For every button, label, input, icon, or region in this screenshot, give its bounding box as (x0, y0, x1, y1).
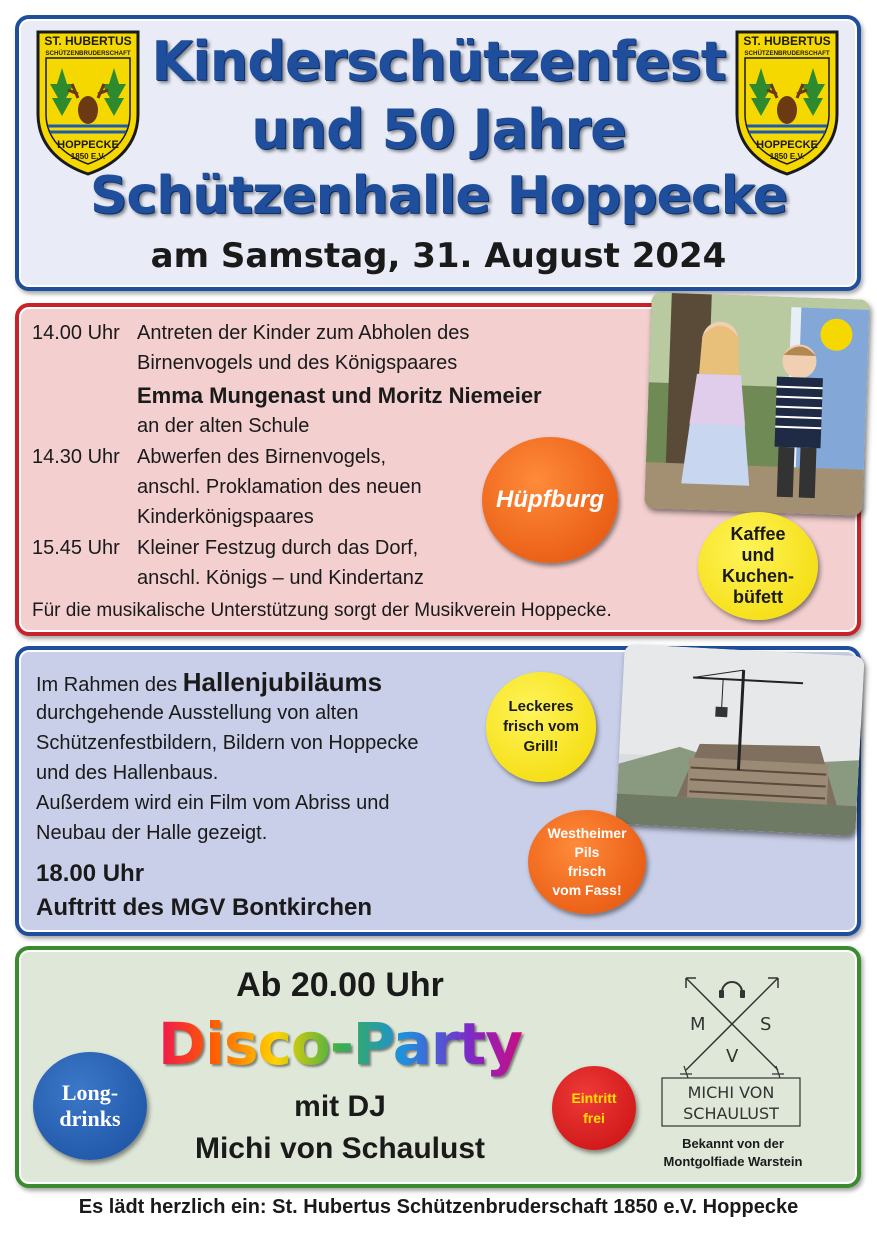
badge-label: Kuchen- (722, 566, 794, 586)
known-from-line-2: Montgolfiade Warstein (663, 1154, 803, 1169)
logo-text: HOPPECKE (57, 139, 119, 151)
badge-label: Eintritt (571, 1090, 617, 1106)
badge-label: Hüpfburg (496, 486, 604, 513)
jubilee-text: Außerdem wird ein Film vom Abriss und (36, 792, 390, 814)
badge-grill (486, 672, 596, 782)
badge-entry-free (552, 1066, 636, 1150)
dj-logo-name: MICHI VON (687, 1083, 775, 1102)
party-time: Ab 20.00 Uhr (236, 966, 444, 1004)
badge-label: Long- (61, 1080, 119, 1105)
logo-text: SCHÜTZENBRUDERSCHAFT (45, 50, 131, 57)
badge-huepfburg (482, 437, 618, 563)
badge-label: drinks (59, 1106, 121, 1131)
badge-label: Westheimer (547, 825, 627, 841)
program-text: an der alten Schule (137, 415, 310, 437)
program-text: Antreten der Kinder zum Abholen des (137, 322, 470, 344)
program-text: Kleiner Festzug durch das Dorf, (137, 537, 419, 559)
logo-text: HOPPECKE (756, 139, 818, 151)
badge-label: Pils (574, 844, 600, 860)
program-text: Kinderkönigspaares (137, 506, 314, 528)
dj-logo-letter: V (726, 1046, 739, 1067)
program-text: Abwerfen des Birnenvogels, (137, 446, 387, 468)
badge-label: vom Fass! (552, 882, 622, 898)
jubilee-intro (36, 667, 382, 698)
badge-label: frisch vom (503, 718, 579, 735)
royal-couple-names: Emma Mungenast und Moritz Niemeier (137, 383, 542, 408)
badge-pils (528, 810, 646, 914)
badge-label: büfett (733, 587, 783, 607)
badge-label: Kaffee (730, 524, 786, 544)
known-from-line-1: Bekannt von der (682, 1136, 784, 1151)
title-line-2: und 50 Jahre (251, 98, 626, 161)
jubilee-intro-prefix: Im Rahmen des (36, 674, 178, 696)
dj-logo-letter: M (690, 1014, 706, 1035)
title-line-3: Schützenhalle Hoppecke (89, 166, 788, 226)
dj-logo (660, 970, 802, 1130)
logo-text: 1850 E.V. (70, 152, 106, 161)
badge-label: frei (583, 1110, 605, 1126)
program-time-2: 14.30 Uhr (32, 446, 120, 468)
badge-label: frisch (567, 863, 607, 879)
badge-label: Leckeres (508, 698, 574, 715)
jubilee-time: 18.00 Uhr (36, 860, 145, 887)
jubilee-text: und des Hallenbaus. (36, 762, 219, 784)
hall-construction-photo (615, 644, 864, 836)
jubilee-event: Auftritt des MGV Bontkirchen (36, 894, 373, 921)
badge-kaffee (698, 512, 818, 620)
logo-text: ST. HUBERTUS (44, 34, 132, 48)
jubilee-text: Neubau der Halle gezeigt. (36, 822, 268, 844)
dj-logo-letter: S (760, 1014, 772, 1035)
badge-label: Grill! (523, 738, 559, 755)
logo-text: 1850 E.V. (769, 152, 805, 161)
logo-text: ST. HUBERTUS (743, 34, 831, 48)
logo-text: SCHÜTZENBRUDERSCHAFT (744, 50, 830, 57)
title-line-1: Kinderschützenfest (151, 30, 726, 93)
program-text: anschl. Proklamation des neuen (137, 476, 422, 498)
royal-couple-photo (644, 292, 869, 515)
headphones-icon (722, 982, 742, 992)
event-date: am Samstag, 31. August 2024 (150, 236, 727, 276)
dj-logo-name: SCHAULUST (683, 1104, 779, 1123)
jubilee-text: Schützenfestbildern, Bildern von Hoppecke (36, 732, 419, 754)
program-text: anschl. Königs – und Kindertanz (137, 567, 424, 589)
footer-invitation: Es lädt herzlich ein: St. Hubertus Schützenbruderschaft 1850 e.V. Hoppecke (78, 1196, 799, 1218)
party-with: mit DJ (294, 1090, 386, 1123)
jubilee-text: durchgehende Ausstellung von alten (36, 702, 359, 724)
music-note: Für die musikalische Unterstützung sorgt der Musikverein Hoppecke. (32, 600, 612, 621)
program-text: Birnenvogels und des Königspaares (137, 352, 458, 374)
badge-label: und (741, 545, 775, 565)
badge-longdrinks (33, 1052, 147, 1160)
party-title: Disco-Party (140, 1010, 540, 1078)
party-dj: Michi von Schaulust (194, 1132, 486, 1165)
program-time-1: 14.00 Uhr (32, 322, 120, 344)
jubilee-highlight: Hallenjubiläums (182, 667, 383, 697)
program-time-3: 15.45 Uhr (32, 537, 120, 559)
